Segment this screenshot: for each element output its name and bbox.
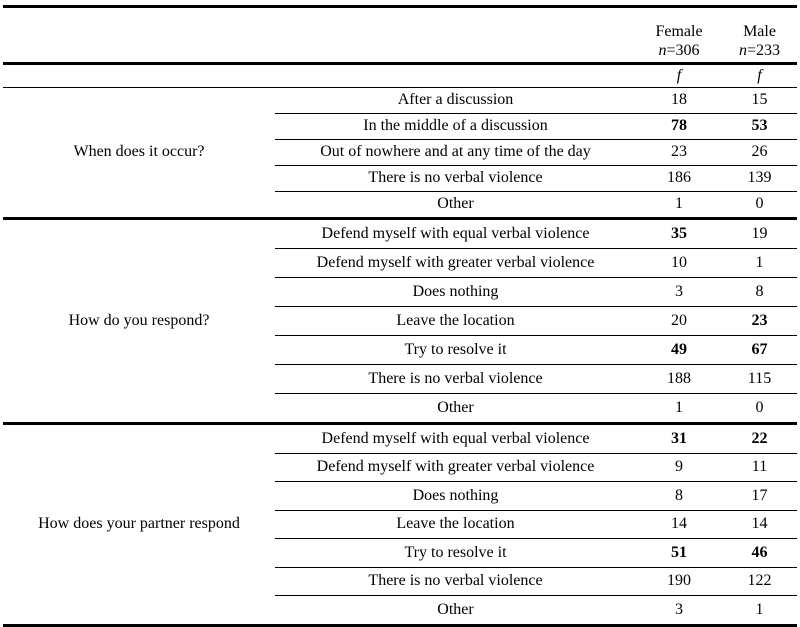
male-value: 8 [722,278,797,307]
answer-label: Try to resolve it [275,336,636,365]
female-value: 20 [636,307,722,336]
answer-label: Other [275,192,636,219]
answer-label: There is no verbal violence [275,166,636,192]
female-value: 10 [636,249,722,278]
female-value: 188 [636,365,722,394]
female-value: 3 [636,278,722,307]
female-header: Female n=306 [636,7,722,64]
answer-label: Leave the location [275,307,636,336]
answer-label: Defend myself with equal verbal violence [275,424,636,454]
header-row [3,7,797,64]
question-label: How does your partner respond [3,424,275,626]
male-value: 22 [722,424,797,454]
table-row [3,424,797,454]
answer-label: Defend myself with equal verbal violence [275,219,636,249]
answer-label: Defend myself with greater verbal violence [275,249,636,278]
male-value: 26 [722,140,797,166]
male-value: 17 [722,482,797,511]
male-value: 53 [722,114,797,140]
male-value: 0 [722,192,797,219]
female-value: 49 [636,336,722,365]
answer-label: Try to resolve it [275,539,636,568]
answer-label: There is no verbal violence [275,567,636,596]
female-value: 186 [636,166,722,192]
male-f-label: f [722,64,797,88]
male-value: 23 [722,307,797,336]
answer-label: Does nothing [275,278,636,307]
male-value: 0 [722,394,797,424]
answer-label: There is no verbal violence [275,365,636,394]
male-value: 46 [722,539,797,568]
female-value: 78 [636,114,722,140]
answer-label: Other [275,596,636,626]
male-header: Male n=233 [722,7,797,64]
female-value: 31 [636,424,722,454]
female-value: 8 [636,482,722,511]
frequency-label-row [3,64,797,88]
male-value: 1 [722,249,797,278]
question-label: How do you respond? [3,219,275,424]
male-value: 15 [722,88,797,114]
answer-label: Out of nowhere and at any time of the day [275,140,636,166]
male-value: 115 [722,365,797,394]
female-value: 1 [636,192,722,219]
female-value: 190 [636,567,722,596]
frequency-table [3,5,797,627]
answer-label: Defend myself with greater verbal violence [275,453,636,482]
male-value: 11 [722,453,797,482]
question-label: When does it occur? [3,88,275,219]
male-value: 67 [722,336,797,365]
answer-label: In the middle of a discussion [275,114,636,140]
answer-label: Other [275,394,636,424]
female-value: 9 [636,453,722,482]
female-value: 14 [636,510,722,539]
table-row [3,219,797,249]
male-value: 1 [722,596,797,626]
female-value: 23 [636,140,722,166]
male-value: 139 [722,166,797,192]
female-value: 35 [636,219,722,249]
female-value: 3 [636,596,722,626]
answer-label: After a discussion [275,88,636,114]
answer-label: Does nothing [275,482,636,511]
female-value: 51 [636,539,722,568]
male-value: 19 [722,219,797,249]
male-value: 14 [722,510,797,539]
male-value: 122 [722,567,797,596]
table-row [3,88,797,114]
answer-label: Leave the location [275,510,636,539]
female-value: 18 [636,88,722,114]
female-value: 1 [636,394,722,424]
female-f-label: f [636,64,722,88]
